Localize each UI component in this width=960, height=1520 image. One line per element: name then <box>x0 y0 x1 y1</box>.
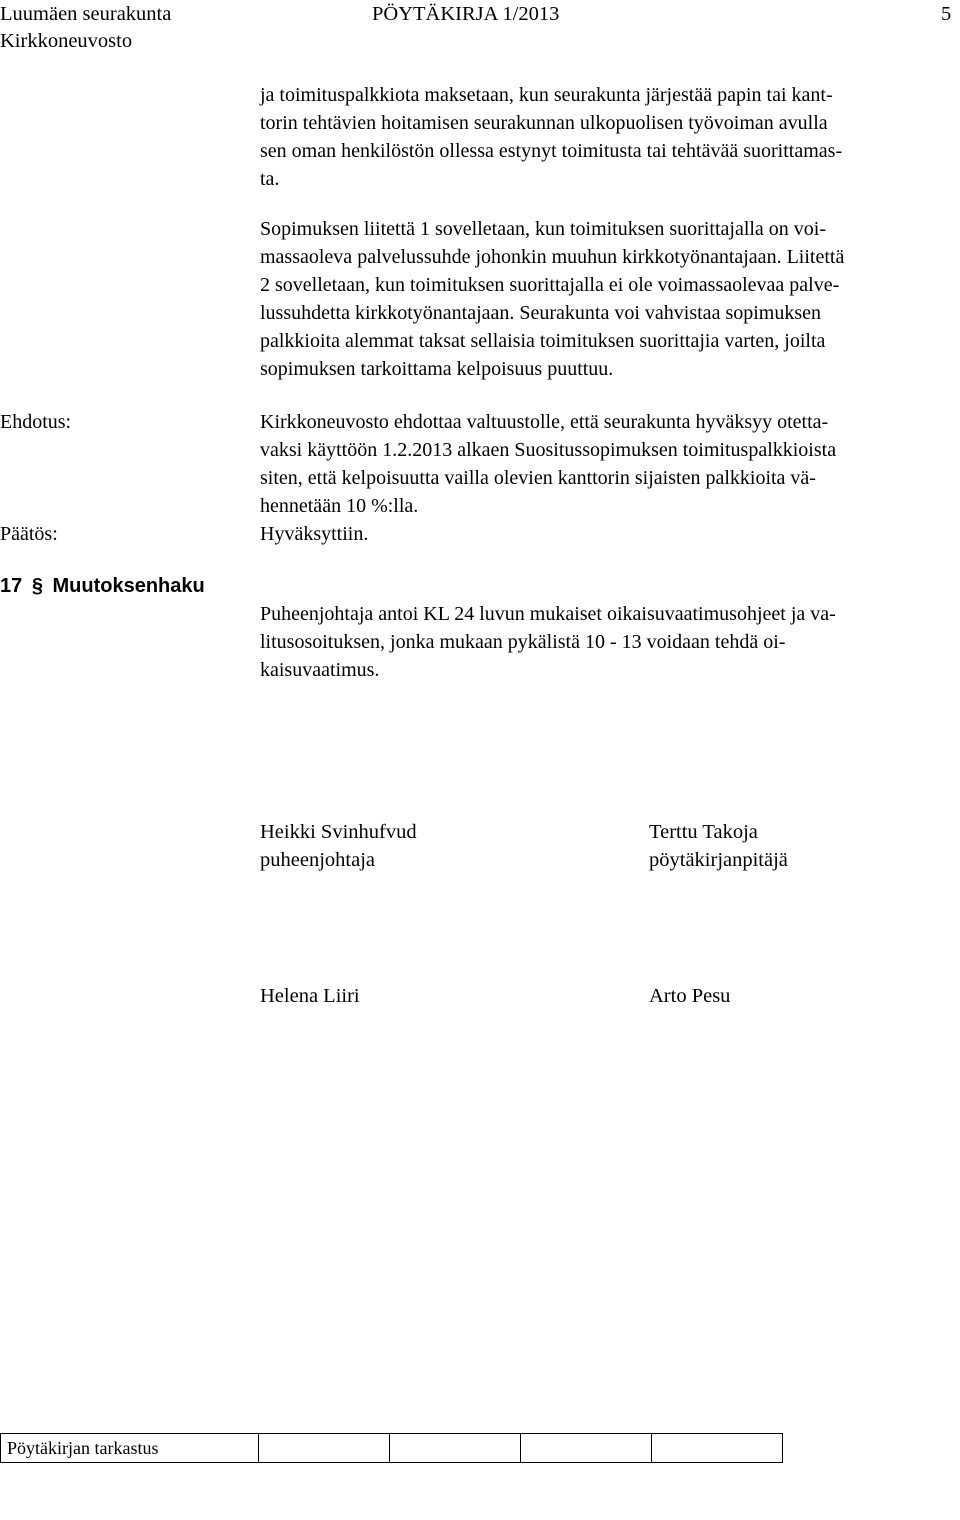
text-line: Sopimuksen liitettä 1 sovelletaan, kun toimituksen suorittajalla on voi- <box>260 218 827 240</box>
review-box-cell-4 <box>652 1434 783 1463</box>
review-box-cell-2 <box>390 1434 521 1463</box>
review-box-cell-3 <box>521 1434 652 1463</box>
text-line: palkkioita alemmat taksat sellaisia toimituksen suorittajia varten, joilta <box>260 330 826 352</box>
section-symbol: § <box>31 575 43 597</box>
header-organization: Luumäen seurakunta <box>0 3 172 25</box>
signature-secretary-role: pöytäkirjanpitäjä <box>649 849 788 871</box>
header-page-number: 5 <box>941 3 952 25</box>
text-line: vaksi käyttöön 1.2.2013 alkaen Suositussopimuksen toimituspalkkioista <box>260 439 837 461</box>
decision-label: Päätös: <box>0 523 58 545</box>
signature-secretary-name: Terttu Takoja <box>649 821 758 843</box>
text-line: 2 sovelletaan, kun toimituksen suorittajalla ei ole voimassaolevaa palve- <box>260 274 840 296</box>
proposal-label: Ehdotus: <box>0 411 72 433</box>
review-box-label: Pöytäkirjan tarkastus <box>1 1434 259 1463</box>
paragraph-appendix-application <box>260 215 950 383</box>
paragraph-fee-payment <box>260 81 950 193</box>
signature-reviewer-1-name: Helena Liiri <box>260 985 360 1007</box>
section-number: 17 <box>0 575 23 597</box>
text-line: Kirkkoneuvosto ehdottaa valtuustolle, että seurakunta hyväksyy otetta- <box>260 411 829 433</box>
text-line: siten, että kelpoisuutta vailla olevien kanttorin sijaisten palkkioita vä- <box>260 467 816 489</box>
decision-text: Hyväksyttiin. <box>260 523 369 545</box>
signature-chair-name: Heikki Svinhufvud <box>260 821 417 843</box>
text-line: kaisuvaatimus. <box>260 659 380 681</box>
header-body-name: Kirkkoneuvosto <box>0 30 133 52</box>
proposal-text <box>260 408 950 520</box>
text-line: massaoleva palvelussuhde johonkin muuhun kirkkotyönantajaan. Liitettä <box>260 246 845 268</box>
review-box-cell-1 <box>259 1434 390 1463</box>
text-line: sen oman henkilöstön ollessa estynyt toimitusta tai tehtävää suorittamas- <box>260 140 843 162</box>
section-heading <box>0 575 205 598</box>
signature-chair-role: puheenjohtaja <box>260 849 375 871</box>
text-line: litusosoituksen, jonka mukaan pykälistä 10 - 13 voidaan tehdä oi- <box>260 631 786 653</box>
text-line: hennetään 10 %:lla. <box>260 495 419 517</box>
section-title: Muutoksenhaku <box>52 575 205 597</box>
header-document-title: PÖYTÄKIRJA 1/2013 <box>372 3 560 25</box>
section-appeal-text <box>260 600 950 684</box>
signature-reviewer-2-name: Arto Pesu <box>649 985 731 1007</box>
text-line: Puheenjohtaja antoi KL 24 luvun mukaiset oikaisuvaatimusohjeet ja va- <box>260 603 836 625</box>
text-line: sopimuksen tarkoittama kelpoisuus puuttuu. <box>260 358 614 380</box>
text-line: ja toimituspalkkiota maksetaan, kun seurakunta järjestää papin tai kant- <box>260 84 833 106</box>
text-line: ta. <box>260 168 280 190</box>
text-line: lussuhdetta kirkkotyönantajaan. Seurakunta voi vahvistaa sopimuksen <box>260 302 821 324</box>
text-line: torin tehtävien hoitamisen seurakunnan ulkopuolisen työvoiman avulla <box>260 112 828 134</box>
minutes-review-box <box>0 1433 783 1463</box>
